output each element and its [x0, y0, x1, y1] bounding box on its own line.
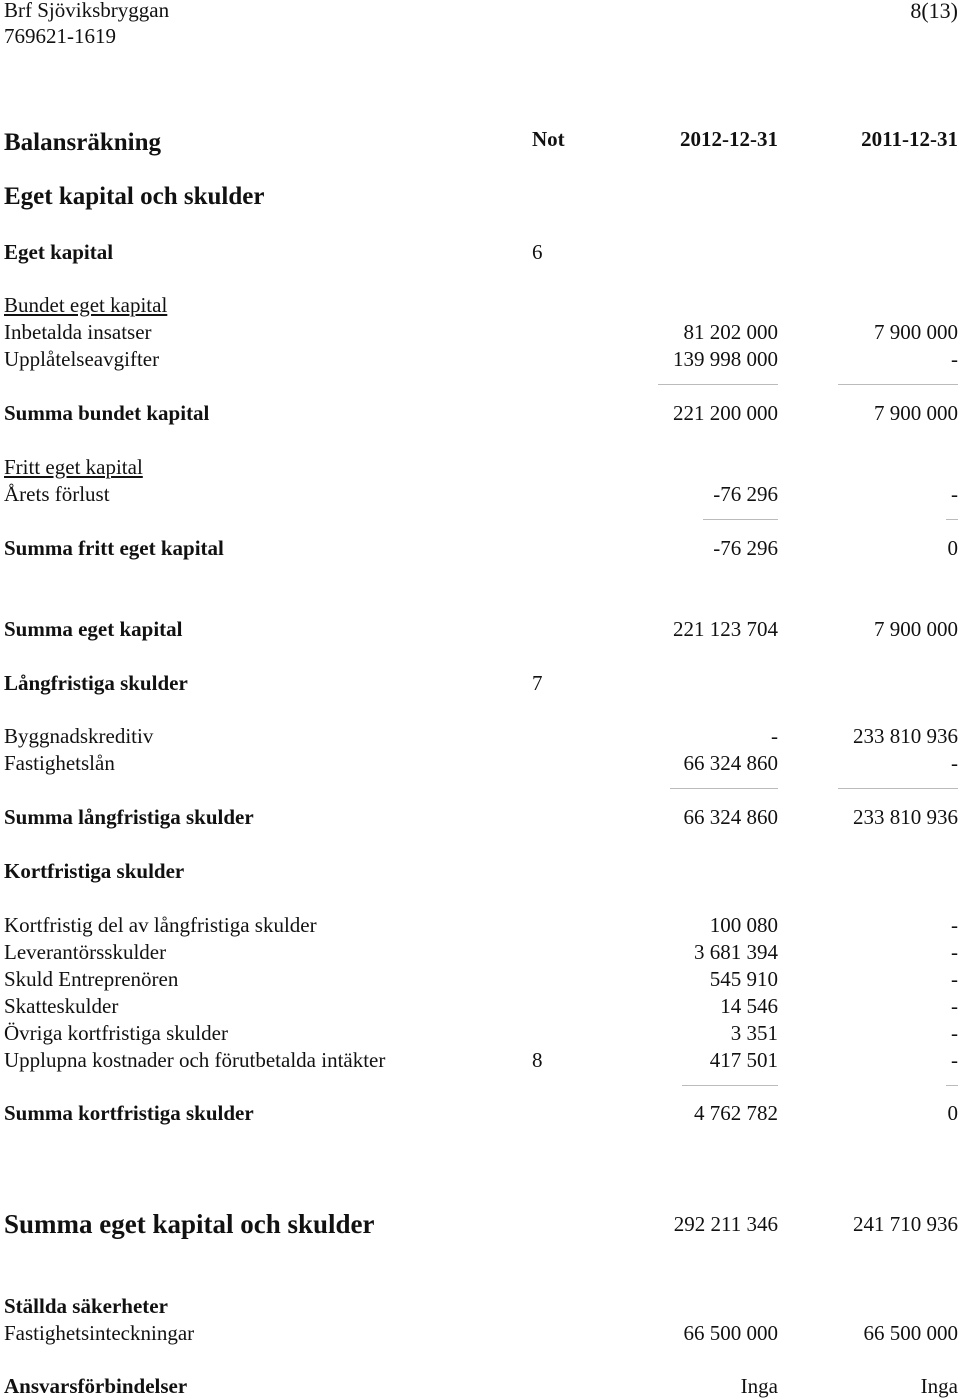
total-previous: 7 900 000 — [874, 617, 958, 641]
contingent-label: Ansvarsförbindelser — [4, 1374, 188, 1398]
table-row-current: 3 681 394 — [694, 940, 778, 964]
contingent-current: Inga — [740, 1374, 778, 1398]
grand-total-previous: 241 710 936 — [853, 1212, 958, 1236]
long-term-note: 7 — [532, 671, 543, 695]
subtotal-rule — [838, 788, 958, 789]
grand-total-current: 292 211 346 — [673, 1212, 778, 1236]
table-row-current: 3 351 — [730, 1021, 778, 1045]
column-header-current: 2012-12-31 — [680, 127, 778, 151]
table-row-note: 8 — [532, 1048, 543, 1072]
subtotal-label: Summa långfristiga skulder — [4, 805, 254, 829]
long-term-heading: Långfristiga skulder — [4, 671, 188, 695]
table-row-current: 139 998 000 — [673, 347, 778, 371]
table-row-label: Övriga kortfristiga skulder — [4, 1021, 228, 1045]
table-row-current: 14 546 — [720, 994, 778, 1018]
equity-note: 6 — [532, 240, 543, 264]
table-row-label: Årets förlust — [4, 482, 110, 506]
section-title: Eget kapital och skulder — [4, 183, 265, 210]
company-name: Brf Sjöviksbryggan — [4, 0, 170, 22]
table-row-current: 81 202 000 — [683, 320, 778, 344]
table-row-label: Byggnadskreditiv — [4, 724, 154, 748]
subtotal-rule — [703, 519, 778, 520]
table-row-previous: 7 900 000 — [874, 320, 958, 344]
table-row-current: - — [771, 724, 778, 748]
table-row-previous: - — [951, 751, 958, 775]
table-row-label: Fastighetsinteckningar — [4, 1321, 195, 1345]
subtotal-previous: 0 — [947, 536, 958, 560]
free-equity-subheading: Fritt eget kapital — [4, 455, 143, 479]
subtotal-current: 221 200 000 — [673, 401, 778, 425]
equity-heading: Eget kapital — [4, 240, 114, 264]
table-row-label: Kortfristig del av långfristiga skulder — [4, 913, 317, 937]
table-row-previous: - — [951, 940, 958, 964]
column-header-note: Not — [532, 127, 565, 151]
subtotal-rule — [946, 1085, 958, 1086]
subtotal-rule — [838, 384, 958, 385]
table-row-label: Leverantörsskulder — [4, 940, 167, 964]
pledged-heading: Ställda säkerheter — [4, 1294, 168, 1318]
table-row-current: 66 500 000 — [683, 1321, 778, 1345]
grand-total-label: Summa eget kapital och skulder — [4, 1209, 375, 1239]
table-row-label: Upplupna kostnader och förutbetalda intäkter — [4, 1048, 386, 1072]
table-row-label: Fastighetslån — [4, 751, 115, 775]
subtotal-label: Summa bundet kapital — [4, 401, 210, 425]
table-row-label: Upplåtelseavgifter — [4, 347, 160, 371]
table-row-label: Inbetalda insatser — [4, 320, 152, 344]
total-current: 221 123 704 — [673, 617, 778, 641]
subtotal-previous: 7 900 000 — [874, 401, 958, 425]
table-row-previous: - — [951, 913, 958, 937]
table-row-current: 545 910 — [709, 967, 778, 991]
table-row-previous: - — [951, 1021, 958, 1045]
table-row-label: Skatteskulder — [4, 994, 119, 1018]
table-row-current: 100 080 — [709, 913, 778, 937]
org-number: 769621-1619 — [4, 24, 116, 48]
page-number: 8(13) — [910, 0, 958, 23]
column-header-previous: 2011-12-31 — [861, 127, 958, 151]
table-row-label: Skuld Entreprenören — [4, 967, 179, 991]
table-row-current: -76 296 — [713, 482, 778, 506]
subtotal-rule — [946, 519, 958, 520]
subtotal-current: -76 296 — [713, 536, 778, 560]
table-row-previous: - — [951, 1048, 958, 1072]
subtotal-rule — [670, 788, 778, 789]
table-row-current: 66 324 860 — [683, 751, 778, 775]
table-row-previous: - — [951, 482, 958, 506]
subtotal-previous: 0 — [947, 1101, 958, 1125]
table-row-previous: - — [951, 994, 958, 1018]
subtotal-rule — [682, 1085, 778, 1086]
subtotal-current: 4 762 782 — [694, 1101, 778, 1125]
table-row-previous: - — [951, 347, 958, 371]
subtotal-label: Summa fritt eget kapital — [4, 536, 224, 560]
bound-equity-subheading: Bundet eget kapital — [4, 293, 168, 317]
subtotal-rule — [658, 384, 778, 385]
subtotal-label: Summa kortfristiga skulder — [4, 1101, 254, 1125]
total-label: Summa eget kapital — [4, 617, 183, 641]
table-row-previous: 66 500 000 — [863, 1321, 958, 1345]
table-row-previous: - — [951, 967, 958, 991]
subtotal-current: 66 324 860 — [683, 805, 778, 829]
short-term-heading: Kortfristiga skulder — [4, 859, 185, 883]
page-title: Balansräkning — [4, 129, 162, 156]
table-row-current: 417 501 — [709, 1048, 778, 1072]
table-row-previous: 233 810 936 — [853, 724, 958, 748]
contingent-previous: Inga — [920, 1374, 958, 1398]
subtotal-previous: 233 810 936 — [853, 805, 958, 829]
